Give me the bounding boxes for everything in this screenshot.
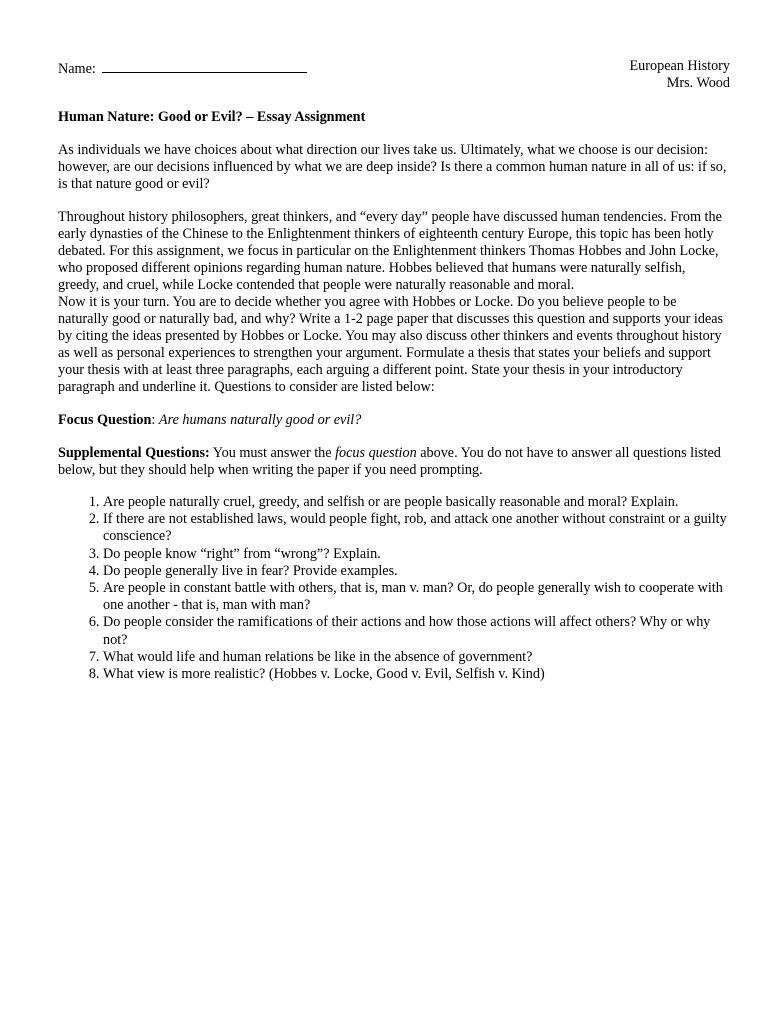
- list-item: 2. If there are not established laws, would people fight, rob, and attack one another without constraint or a guilty conscience?: [103, 511, 730, 545]
- focus-sep: :: [151, 412, 159, 428]
- list-item: 6. Do people consider the ramifications of their actions and how those actions will affect others? Why or why not?: [103, 614, 730, 648]
- name-blank-field: [102, 58, 307, 73]
- teacher-name: Mrs. Wood: [666, 75, 730, 91]
- focus-label: Focus Question: [58, 412, 152, 428]
- name-label: Name:: [58, 61, 96, 77]
- focus-question: [58, 412, 730, 429]
- list-item: 4. Do people generally live in fear? Provide examples.: [103, 563, 730, 580]
- document-page: [58, 56, 730, 683]
- course-info: [630, 58, 730, 92]
- supplemental-intro: [58, 445, 730, 479]
- course-name: European History: [629, 58, 730, 74]
- list-item: 7. What would life and human relations be like in the absence of government?: [103, 649, 730, 666]
- supplemental-label: Supplemental Questions:: [58, 445, 210, 461]
- instructions-paragraph: Now it is your turn. You are to decide whether you agree with Hobbes or Locke. Do you believe people to be naturally good or naturally bad, and why? Write a 1-2 page paper that discusses this question and supports your ideas by citing the ideas presented by Hobbes or Locke. You may also discuss other thinkers and events throughout history as well as personal experiences to strengthen your argument. Formulate a thesis that states your beliefs and support your thesis with at least three paragraphs, each arguing a different point. State your thesis in your introductory paragraph and underline it. Questions to consider are listed below:: [58, 294, 724, 395]
- intro-paragraph: As individuals we have choices about what direction our lives take us. Ultimately, what we choose is our decision: however, are our decisions influenced by what we are deep inside? Is there a common human nature in all of us: if so, is that nature good or evil?: [58, 142, 727, 192]
- supplemental-emph: focus question: [335, 445, 417, 461]
- header: [58, 56, 730, 96]
- list-item: 5. Are people in constant battle with others, that is, man v. man? Or, do people generally wish to cooperate with one another - that is, man with man?: [103, 580, 730, 614]
- list-item: 8. What view is more realistic? (Hobbes v. Locke, Good v. Evil, Selfish v. Kind): [103, 666, 730, 683]
- history-paragraph: Throughout history philosophers, great thinkers, and “every day” people have discussed human tendencies. From the early dynasties of the Chinese to the Enlightenment thinkers of eighteenth century Europe, this topic has been hotly debated. For this assignment, we focus in particular on the Enlightenment thinkers Thomas Hobbes and John Locke, who proposed different opinions regarding human nature. Hobbes believed that humans were naturally selfish, greedy, and cruel, while Locke contended that people were naturally reasonable and moral.: [58, 209, 722, 293]
- list-item: 3. Do people know “right” from “wrong”? Explain.: [103, 546, 730, 563]
- question-list: [58, 494, 730, 683]
- focus-text: Are humans naturally good or evil?: [158, 412, 362, 428]
- supplemental-text-2: above. You do not have to answer all questions listed below, but they should help when writing the paper if you need prompting.: [58, 445, 721, 478]
- list-item: 1. Are people naturally cruel, greedy, and selfish or are people basically reasonable and moral? Explain.: [103, 494, 730, 511]
- supplemental-text-1: You must answer the: [209, 445, 336, 461]
- assignment-title: Human Nature: Good or Evil? – Essay Assignment: [58, 109, 366, 125]
- name-line: [58, 58, 307, 78]
